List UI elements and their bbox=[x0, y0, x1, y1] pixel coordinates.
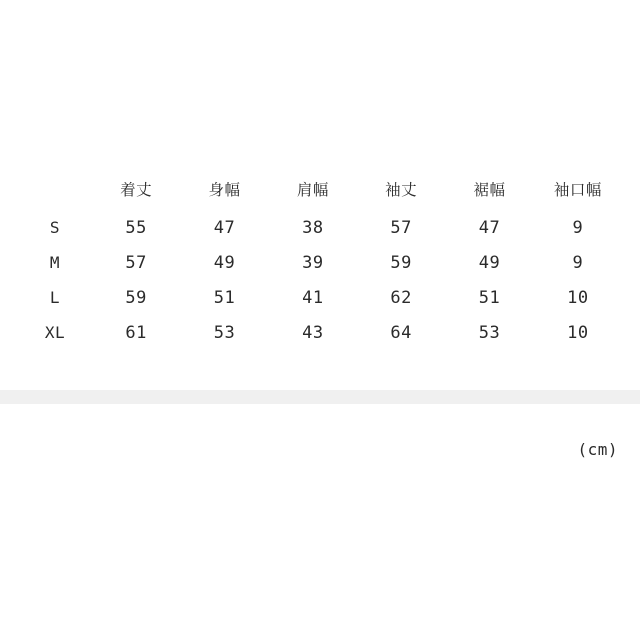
cell-s-3: 38 bbox=[302, 217, 324, 238]
cell-l-2: 51 bbox=[213, 287, 236, 308]
table-header-row bbox=[18, 168, 622, 210]
cell-m-1: 57 bbox=[125, 252, 147, 273]
row-label-s: S bbox=[49, 218, 61, 237]
cell-xl-3: 43 bbox=[302, 322, 324, 343]
cell-m-2: 49 bbox=[213, 252, 236, 273]
table-row bbox=[18, 210, 622, 245]
row-label-l: L bbox=[49, 288, 61, 307]
cell-xl-1: 61 bbox=[125, 322, 147, 343]
column-header-2: 身幅 bbox=[208, 182, 241, 199]
table-header bbox=[18, 168, 622, 210]
unit-note: (cm) bbox=[577, 440, 618, 459]
cell-s-2: 47 bbox=[213, 217, 236, 238]
cell-l-5: 51 bbox=[478, 287, 501, 308]
row-label-m: M bbox=[49, 253, 61, 272]
cell-m-3: 39 bbox=[302, 252, 324, 273]
table-row bbox=[18, 280, 622, 315]
table-corner-cell bbox=[18, 168, 92, 210]
cell-xl-6: 10 bbox=[567, 322, 589, 343]
table-row bbox=[18, 315, 622, 350]
table-body bbox=[18, 210, 622, 350]
cell-l-6: 10 bbox=[567, 287, 589, 308]
cell-l-3: 41 bbox=[302, 287, 324, 308]
cell-s-4: 57 bbox=[390, 217, 412, 238]
cell-l-1: 59 bbox=[125, 287, 147, 308]
row-label-xl: XL bbox=[44, 323, 66, 342]
cell-s-6: 9 bbox=[572, 217, 584, 238]
cell-m-4: 59 bbox=[390, 252, 412, 273]
column-header-5: 裾幅 bbox=[473, 182, 506, 199]
size-chart-table bbox=[18, 168, 622, 350]
cell-xl-2: 53 bbox=[213, 322, 236, 343]
column-header-4: 袖丈 bbox=[385, 182, 418, 199]
table-row bbox=[18, 245, 622, 280]
column-header-3: 肩幅 bbox=[296, 182, 329, 199]
cell-l-4: 62 bbox=[390, 287, 412, 308]
cell-m-5: 49 bbox=[478, 252, 501, 273]
cell-s-5: 47 bbox=[478, 217, 501, 238]
cell-xl-5: 53 bbox=[478, 322, 501, 343]
cell-m-6: 9 bbox=[572, 252, 584, 273]
cell-xl-4: 64 bbox=[390, 322, 412, 343]
column-header-6: 袖口幅 bbox=[553, 182, 602, 199]
divider-band bbox=[0, 390, 640, 404]
column-header-1: 着丈 bbox=[120, 182, 153, 199]
cell-s-1: 55 bbox=[125, 217, 147, 238]
